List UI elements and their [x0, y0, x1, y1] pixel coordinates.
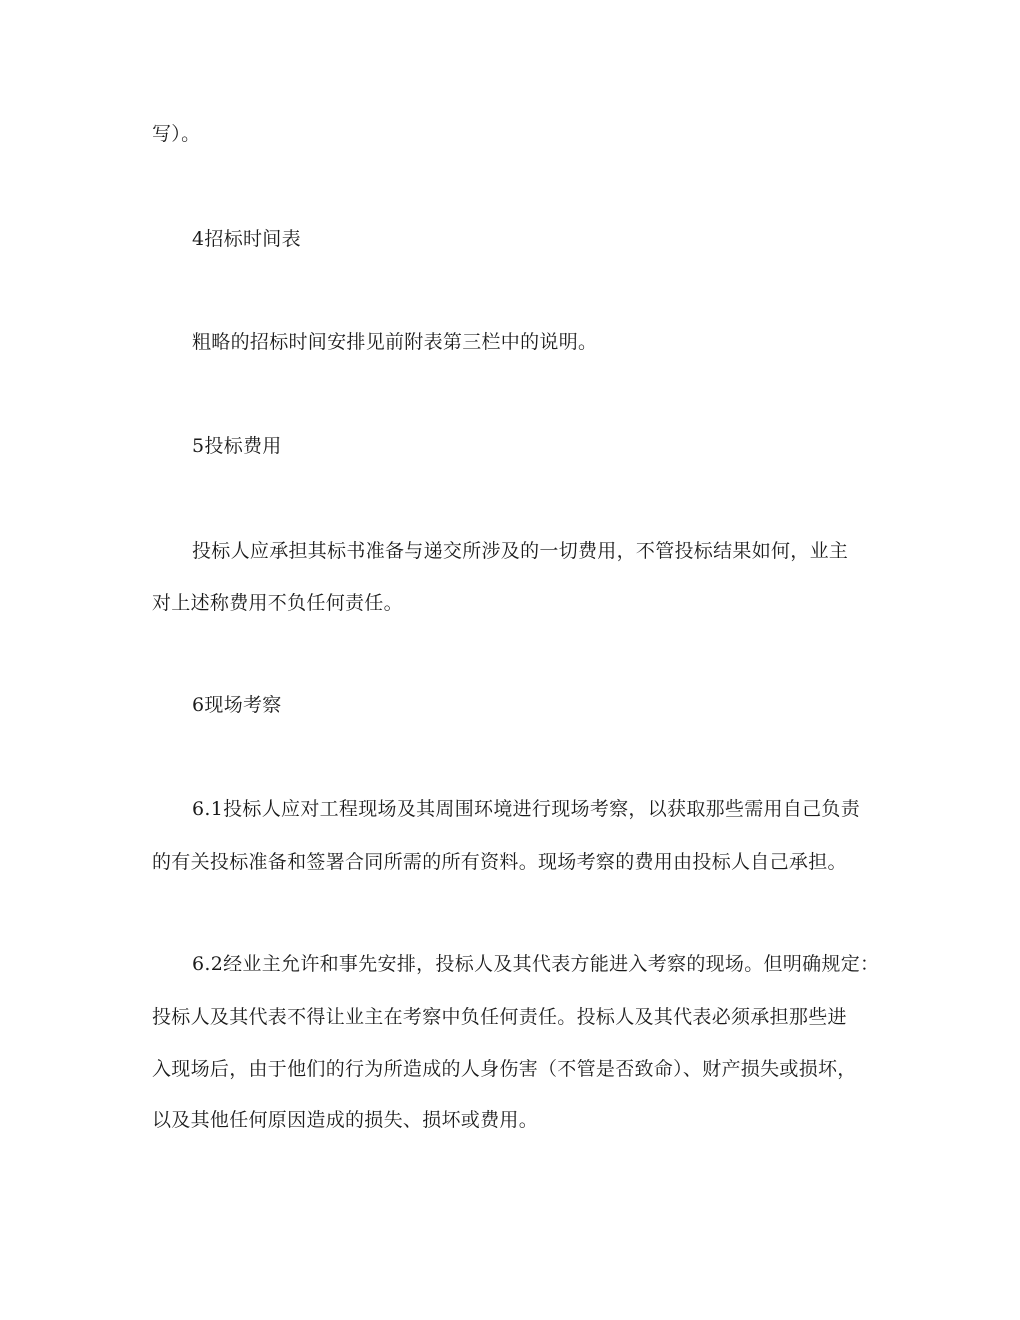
section-4-paragraph: 粗略的招标时间安排见前附表第三栏中的说明。	[192, 331, 598, 353]
section-6-2-paragraph-line-4: 以及其他任何原因造成的损失、损坏或费用。	[152, 1109, 539, 1131]
section-6-2-paragraph-line-2: 投标人及其代表不得让业主在考察中负任何责任。投标人及其代表必须承担那些进	[152, 1006, 847, 1028]
section-6-1-paragraph-line-1: 6.1投标人应对工程现场及其周围环境进行现场考察，以获取那些需用自己负责	[192, 798, 861, 820]
section-5-paragraph-line-2: 对上述称费用不负任何责任。	[152, 592, 403, 614]
section-6-2-paragraph-line-1: 6.2经业主允许和事先安排，投标人及其代表方能进入考察的现场。但明确规定：	[192, 953, 880, 975]
section-6-1-paragraph-line-2: 的有关投标准备和签署合同所需的所有资料。现场考察的费用由投标人自己承担。	[152, 851, 847, 873]
section-heading-4: 4招标时间表	[192, 228, 301, 250]
section-6-2-paragraph-line-3: 入现场后，由于他们的行为所造成的人身伤害（不管是否致命）、财产损失或损坏，	[152, 1058, 857, 1080]
section-heading-6: 6现场考察	[192, 694, 282, 716]
section-5-paragraph-line-1: 投标人应承担其标书准备与递交所涉及的一切费用，不管投标结果如何，业主	[192, 540, 849, 562]
section-heading-5: 5投标费用	[192, 435, 282, 457]
text-line-continuation: 写）。	[152, 123, 201, 145]
